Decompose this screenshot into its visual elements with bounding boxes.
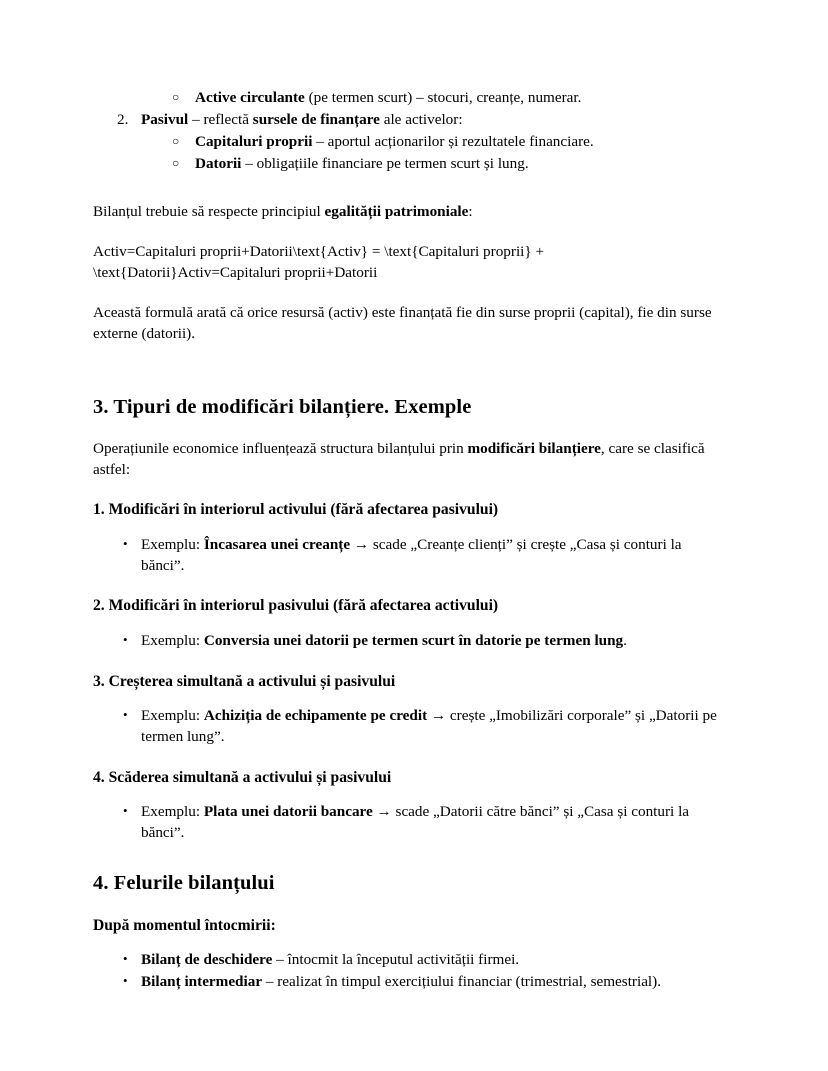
circle-bullet-icon: ○ bbox=[172, 155, 180, 170]
spacer bbox=[93, 653, 724, 672]
spacer bbox=[93, 481, 724, 500]
example-lead-text: Exemplu: bbox=[141, 803, 204, 821]
example-lead-text: Exemplu: bbox=[141, 631, 204, 649]
page-content bbox=[93, 88, 724, 994]
principle-term: egalității patrimoniale bbox=[324, 202, 469, 220]
subsection-4-example-list bbox=[93, 802, 724, 844]
subsection-4-heading: 4. Scăderea simultană a activului și pasivului bbox=[93, 768, 392, 786]
spacer bbox=[93, 420, 724, 439]
section-3-intro-paragraph bbox=[93, 439, 724, 481]
bullet-icon: • bbox=[123, 535, 128, 551]
spacer bbox=[93, 936, 724, 950]
list-item-description: – aportul acționarilor și rezultatele financiare. bbox=[312, 132, 594, 150]
list-item bbox=[93, 154, 724, 175]
list-item-description: – reflectă bbox=[188, 110, 253, 128]
example-lead-text: Exemplu: bbox=[141, 706, 204, 724]
spacer bbox=[93, 788, 724, 802]
subsection-2-example-list bbox=[93, 631, 724, 652]
spacer bbox=[93, 521, 724, 535]
example-term: Achiziția de echipamente pe credit bbox=[203, 706, 428, 724]
spacer bbox=[93, 749, 724, 768]
list-item-description-secondary: ale activelor: bbox=[379, 110, 463, 128]
spacer bbox=[93, 284, 724, 303]
section-3-intro-lead: Operațiunile economice influențează structura bilanțului prin bbox=[93, 440, 468, 458]
example-trailing-text: → scade „Datorii către bănci” și „Casa și conturi la bănci”. bbox=[141, 803, 690, 842]
section-3-intro-term: modificări bilanțiere bbox=[467, 440, 601, 458]
example-term: Plata unei datorii bancare bbox=[203, 803, 373, 821]
spacer bbox=[93, 845, 724, 871]
example-trailing-text: → crește „Imobilizări corporale” și „Datorii pe termen lung”. bbox=[141, 706, 717, 745]
example-term: Conversia unei datorii pe termen scurt în datorie pe termen lung bbox=[203, 631, 624, 649]
list-item bbox=[93, 88, 724, 109]
section-4-types-list bbox=[93, 950, 724, 993]
example-lead-text: Exemplu: bbox=[141, 535, 204, 553]
list-item-term-secondary: sursele de finanțare bbox=[252, 110, 380, 128]
spacer bbox=[93, 223, 724, 242]
list-item-description: (pe termen scurt) – stocuri, creanțe, numerar. bbox=[304, 89, 582, 106]
subsection-1-example-list bbox=[93, 535, 724, 577]
subsection-3-example-list bbox=[93, 706, 724, 748]
circle-bullet-icon: ○ bbox=[172, 90, 180, 104]
list-item bbox=[93, 110, 724, 131]
list-item-description: – întocmit la începutul activității firmei. bbox=[272, 951, 520, 969]
list-item bbox=[93, 132, 724, 153]
list-item-term: Pasivul bbox=[141, 110, 189, 128]
subsection-2-heading: 2. Modificări în interiorul pasivului (fără afectarea activului) bbox=[93, 597, 499, 615]
section-4-subheading: După momentul întocmirii: bbox=[93, 916, 276, 934]
list-item bbox=[93, 972, 724, 993]
formula-line-2: \text{Datorii}Activ=Capitaluri proprii+Datorii bbox=[93, 263, 378, 281]
formula-explanation-paragraph: Această formulă arată că orice resursă (activ) este finanțată fie din surse proprii (capital), fie din surse externe (datorii). bbox=[93, 303, 712, 342]
subsection-3-heading: 3. Creșterea simultană a activului și pasivului bbox=[93, 672, 396, 690]
section-4-title: 4. Felurile bilanțului bbox=[93, 872, 275, 895]
spacer bbox=[93, 577, 724, 596]
example-trailing-text: . bbox=[623, 631, 627, 649]
list-item-term: Active circulante bbox=[195, 89, 305, 106]
list-item-description: – obligațiile financiare pe termen scurt și lung. bbox=[241, 154, 529, 172]
spacer bbox=[93, 345, 724, 395]
spacer bbox=[93, 617, 724, 631]
bullet-icon: • bbox=[123, 631, 128, 647]
list-item-term: Datorii bbox=[195, 154, 242, 172]
circle-bullet-icon: ○ bbox=[172, 133, 180, 148]
list-item bbox=[93, 802, 724, 844]
principle-trailing-text: : bbox=[468, 202, 473, 220]
list-item bbox=[93, 706, 724, 748]
bullet-icon: • bbox=[123, 972, 128, 988]
list-item bbox=[93, 535, 724, 577]
list-item-description: – realizat în timpul exercițiului financiar (trimestrial, semestrial). bbox=[262, 972, 662, 990]
spacer bbox=[93, 176, 724, 202]
list-item-term: Capitaluri proprii bbox=[195, 132, 313, 150]
principle-paragraph bbox=[93, 202, 724, 223]
subsection-1-heading: 1. Modificări în interiorul activului (fără afectarea pasivului) bbox=[93, 501, 499, 519]
list-item-term: Bilanț de deschidere bbox=[141, 951, 273, 969]
spacer bbox=[93, 692, 724, 706]
bullet-icon: • bbox=[123, 803, 128, 819]
list-item bbox=[93, 950, 724, 971]
principle-lead-text: Bilanțul trebuie să respecte principiul bbox=[93, 202, 325, 220]
section-3-intro-trailing: , care se clasifică astfel: bbox=[93, 440, 705, 479]
bullet-icon: • bbox=[123, 706, 128, 722]
spacer bbox=[93, 897, 724, 916]
list-item bbox=[93, 631, 724, 652]
bullet-icon: • bbox=[123, 951, 128, 967]
list-number-marker: 2. bbox=[117, 110, 129, 128]
example-trailing-text: → scade „Creanțe clienți” și crește „Casa și conturi la bănci”. bbox=[141, 535, 682, 574]
section-3-title: 3. Tipuri de modificări bilanțiere. Exemple bbox=[93, 395, 472, 418]
list-item-term: Bilanț intermediar bbox=[141, 972, 263, 990]
example-term: Încasarea unei creanțe bbox=[203, 535, 351, 553]
balance-structure-outline bbox=[93, 88, 724, 175]
formula-line-1: Activ=Capitaluri proprii+Datorii\text{Activ} = \text{Capitaluri proprii} + bbox=[93, 242, 545, 260]
